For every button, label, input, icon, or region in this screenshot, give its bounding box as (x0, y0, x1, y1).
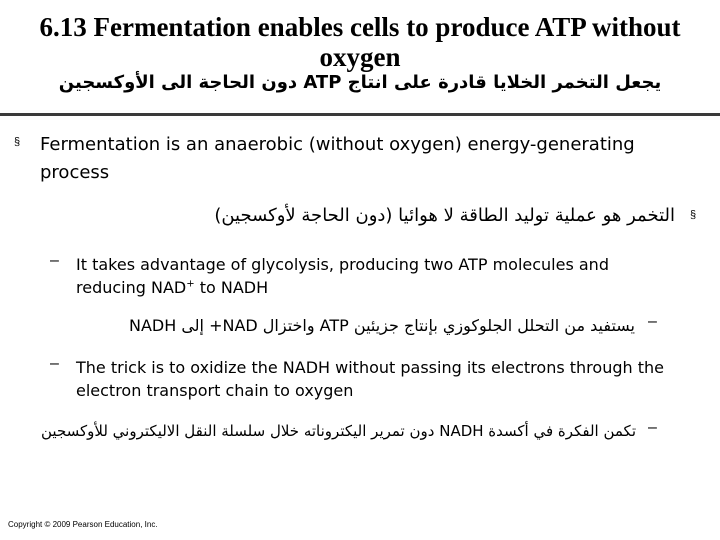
sub2-en (76, 356, 711, 402)
bullet-main-en-line1: Fermentation is an anaerobic (without oxygen) energy-generating (40, 134, 635, 155)
sub1-en-line2 (76, 276, 706, 299)
sub2-en-line1: The trick is to oxidize the NADH without passing its electrons through the (76, 358, 664, 377)
dash-icon: – (50, 252, 59, 269)
sub1-en-sup: + (186, 278, 195, 290)
bullet-icon-ar: § (690, 209, 697, 221)
dash-icon: – (50, 355, 59, 372)
title-divider (0, 113, 720, 116)
sub2-en-line2: electron transport chain to oxygen (76, 381, 354, 400)
bullet-main-ar: التخمر هو عملية توليد الطاقة لا هوائيا (دون الحاجة لأوكسجين) (214, 205, 675, 226)
slide-title (0, 12, 720, 72)
sub1-en-line2-post: to NADH (194, 278, 269, 297)
sub1-en (76, 253, 706, 299)
bullet-main-en (40, 131, 710, 187)
dash-icon-ar: – (648, 313, 657, 330)
title-line-1: 6.13 Fermentation enables cells to produce ATP without (39, 12, 681, 42)
sub1-en-line2-pre: reducing NAD (76, 278, 187, 297)
title-line-2: oxygen (319, 42, 401, 72)
title-arabic: يجعل التخمر الخلايا قادرة على انتاج ATP دون الحاجة الى الأوكسجين (58, 72, 662, 93)
sub1-ar: يستفيد من التحلل الجلوكوزي بإنتاج جزيئين ATP واختزال NAD+ إلى NADH (128, 316, 635, 335)
bullet-icon: § (14, 136, 21, 148)
copyright-footer: Copyright © 2009 Pearson Education, Inc. (8, 520, 158, 529)
sub2-ar: تكمن الفكرة في أكسدة NADH دون تمرير اليكتروناته خلال سلسلة النقل الاليكتروني للأوكسجين (41, 422, 636, 440)
sub1-en-line1: It takes advantage of glycolysis, producing two ATP molecules and (76, 255, 609, 274)
dash-icon-ar: – (648, 419, 657, 436)
bullet-main-en-line2: process (40, 162, 110, 183)
